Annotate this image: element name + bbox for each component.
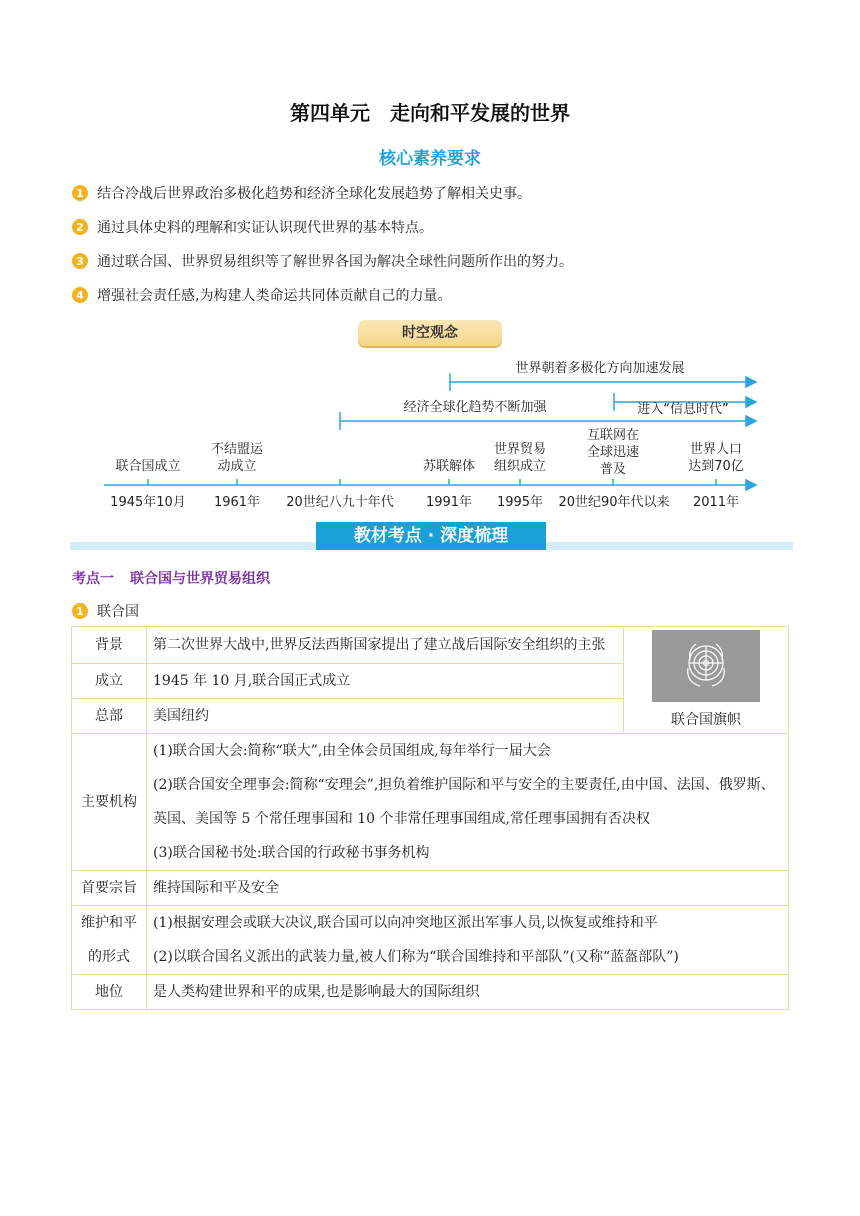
timeline-date: 20世纪90年代以来 — [558, 495, 670, 510]
requirement-text: 结合冷战后世界政治多极化趋势和经济全球化发展趋势了解相关史事。 — [97, 186, 531, 202]
flag-cell — [624, 627, 789, 734]
requirement-text: 通过具体史料的理解和实证认识现代世界的基本特点。 — [97, 220, 433, 236]
trend-globalization-label: 经济全球化趋势不断加强 — [403, 400, 547, 415]
row-value — [147, 906, 789, 975]
table-row — [72, 734, 789, 871]
timeline-event: 苏联解体 — [422, 459, 475, 474]
timeline-date: 2011年 — [692, 495, 740, 510]
timeline-date: 20世纪八九十年代 — [286, 495, 394, 510]
row-value: 第二次世界大战中,世界反法西斯国家提出了建立战后国际安全组织的主张 — [147, 627, 624, 664]
unit-label: 第四单元 — [290, 101, 370, 125]
un-flag-image — [652, 630, 760, 702]
timeline-date: 1945年10月 — [110, 495, 186, 510]
table-row — [72, 871, 789, 906]
number-badge-icon: 4 — [72, 287, 88, 303]
row-line: (3)联合国秘书处:联合国的行政秘书事务机构 — [153, 845, 430, 861]
row-value: 1945 年 10 月,联合国正式成立 — [147, 664, 624, 699]
section-header: 教材考点 · 深度梳理 — [316, 522, 546, 550]
number-badge-icon: 1 — [72, 185, 88, 201]
kaodian-heading — [72, 568, 270, 588]
arrow-right-icon — [746, 377, 756, 387]
table-row — [72, 906, 789, 975]
row-value: 是人类构建世界和平的成果,也是影响最大的国际组织 — [147, 975, 789, 1010]
un-info-table — [71, 626, 789, 1010]
row-header: 地位 — [72, 975, 147, 1010]
row-header: 维护和平的形式 — [72, 906, 147, 975]
row-header: 总部 — [72, 699, 147, 734]
row-value — [147, 734, 789, 871]
requirement-text: 通过联合国、世界贸易组织等了解世界各国为解决全球性问题所作出的努力。 — [97, 254, 573, 270]
row-header: 首要宗旨 — [72, 871, 147, 906]
timeline-badge: 时空观念 — [358, 320, 502, 346]
row-value: 美国纽约 — [147, 699, 624, 734]
arrow-right-icon — [746, 480, 756, 490]
timeline-event: 世界人口 达到70亿 — [688, 442, 744, 474]
core-requirements-title: 核心素养要求 — [379, 149, 481, 169]
unit-subtitle: 走向和平发展的世界 — [390, 101, 570, 125]
row-header: 主要机构 — [72, 734, 147, 871]
requirement-text: 增强社会责任感,为构建人类命运共同体贡献自己的力量。 — [97, 288, 452, 304]
number-badge-icon: 2 — [72, 219, 88, 235]
number-badge-icon: 1 — [72, 603, 88, 619]
timeline-date: 1961年 — [213, 495, 261, 510]
subsection-heading — [72, 601, 139, 621]
table-row — [72, 627, 789, 664]
timeline-date: 1991年 — [425, 495, 473, 510]
row-line: (1)根据安理会或联大决议,联合国可以向冲突地区派出军事人员,以恢复或维持和平 — [153, 915, 658, 931]
row-line: (2)以联合国名义派出的武装力量,被人们称为“联合国维持和平部队”(又称“蓝盔部队”) — [153, 949, 679, 965]
table-row — [72, 975, 789, 1010]
row-header: 成立 — [72, 664, 147, 699]
timeline-date: 1995年 — [496, 495, 544, 510]
flag-caption: 联合国旗帜 — [671, 712, 741, 728]
timeline-event: 互联网在 全球迅速 普及 — [586, 428, 639, 477]
timeline-event: 世界贸易 组织成立 — [493, 442, 546, 474]
number-badge-icon: 3 — [72, 253, 88, 269]
trend-information-age-label: 进入“信息时代” — [637, 402, 729, 417]
row-header: 背景 — [72, 627, 147, 664]
kaodian-label: 考点一 — [72, 571, 114, 587]
row-value: 维持国际和平及安全 — [147, 871, 789, 906]
row-line: (2)联合国安全理事会:简称“安理会”,担负着维护国际和平与安全的主要责任,由中国、法国、俄罗斯、英国、美国等 5 个常任理事国和 10 个非常任理事国组成,常任理事国拥有否决权 — [153, 777, 775, 827]
trend-multipolar-label: 世界朝着多极化方向加速发展 — [515, 361, 685, 376]
row-line: (1)联合国大会:简称“联大”,由全体会员国组成,每年举行一届大会 — [153, 743, 551, 759]
kaodian-title: 联合国与世界贸易组织 — [130, 571, 270, 587]
subsection-title: 联合国 — [97, 604, 139, 620]
timeline-event: 联合国成立 — [115, 459, 181, 474]
timeline-event: 不结盟运 动成立 — [210, 442, 263, 474]
